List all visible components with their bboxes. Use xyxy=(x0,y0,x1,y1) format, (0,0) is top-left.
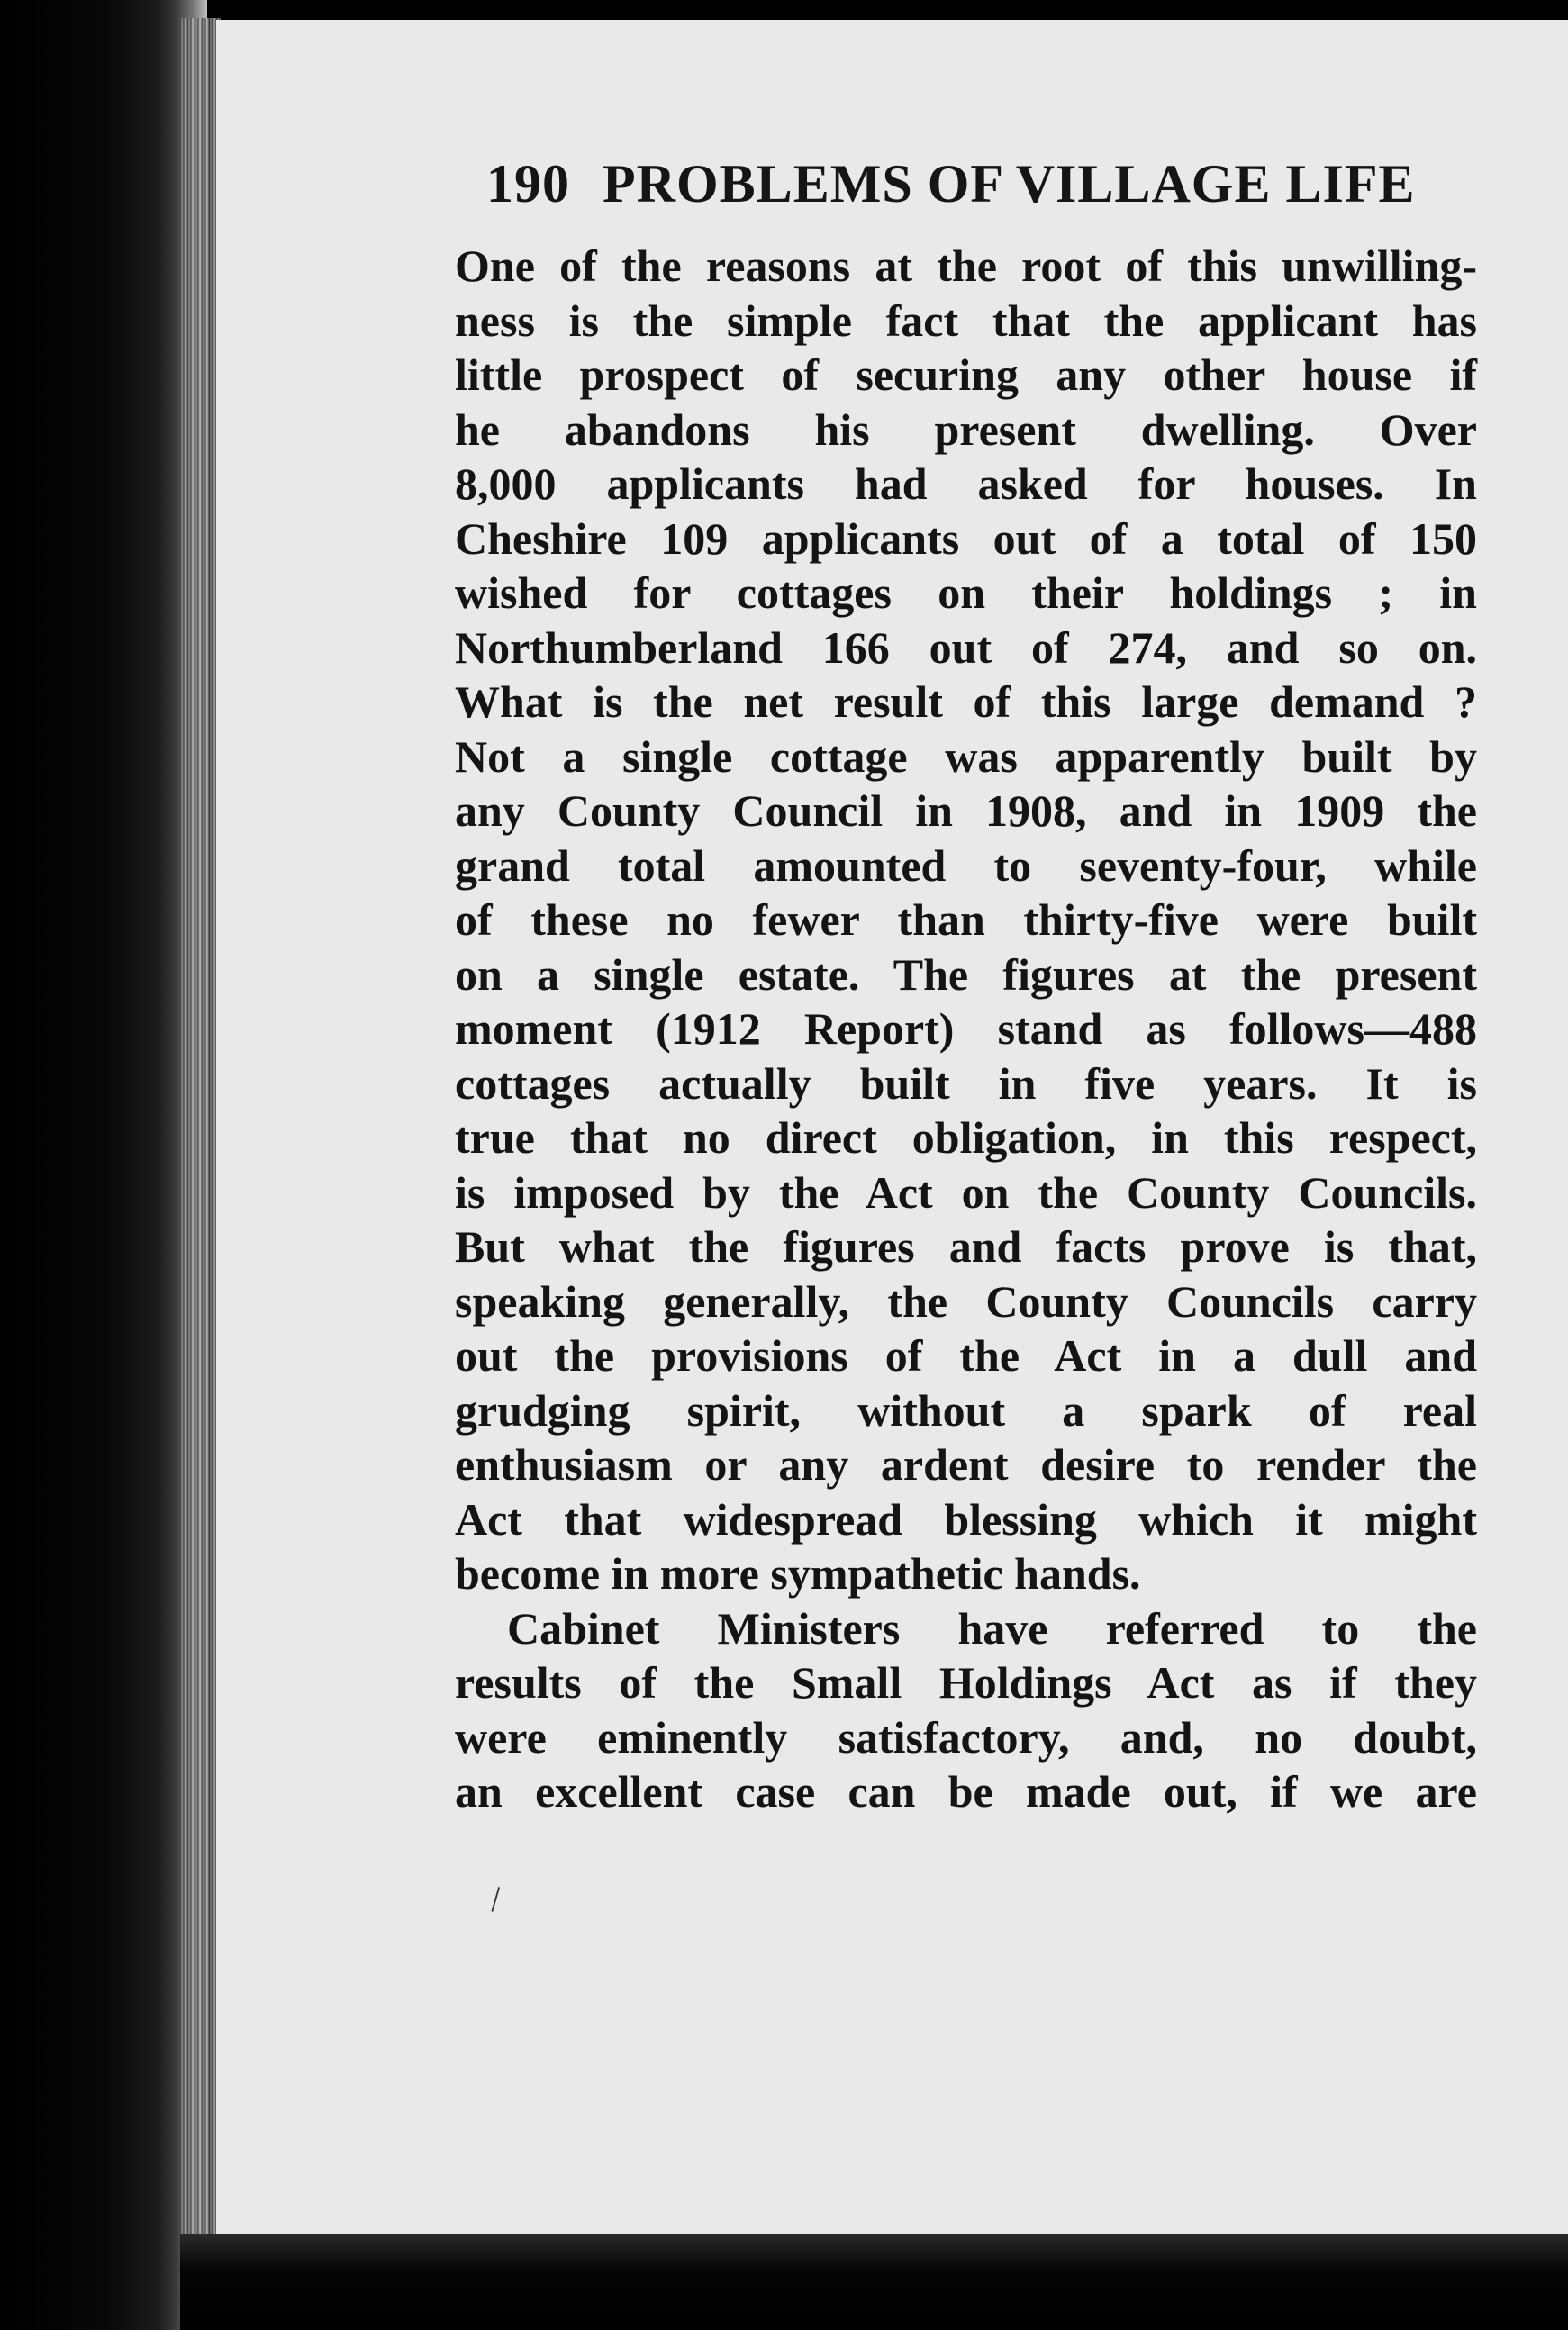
text-line: 8,000 applicants had asked for houses. In xyxy=(455,458,1477,509)
text-line: results of the Small Holdings Act as if they xyxy=(455,1657,1477,1708)
text-line: moment (1912 Report) stand as follows—488 xyxy=(455,1003,1477,1054)
text-line: is imposed by the Act on the County Councils. xyxy=(455,1166,1477,1218)
text-line: Act that widespread blessing which it might xyxy=(455,1493,1477,1545)
text-line: wished for cottages on their holdings ; in xyxy=(455,567,1477,618)
text-line: Cheshire 109 applicants out of a total of 150 xyxy=(455,512,1477,564)
text-line: little prospect of securing any other house if xyxy=(455,349,1477,400)
text-line: true that no direct obligation, in this respect, xyxy=(455,1112,1477,1163)
text-line: become in more sympathetic hands. xyxy=(455,1548,1141,1599)
text-line: But what the figures and facts prove is that, xyxy=(455,1221,1477,1272)
text-line: out the provisions of the Act in a dull and xyxy=(455,1330,1477,1381)
body-text xyxy=(455,239,1477,1819)
text-line: grudging spirit, without a spark of real xyxy=(455,1384,1477,1436)
text-line: were eminently satisfactory, and, no doubt, xyxy=(455,1711,1477,1763)
text-line: he abandons his present dwelling. Over xyxy=(455,403,1477,455)
text-line: What is the net result of this large demand ? xyxy=(455,676,1477,727)
text-line: an excellent case can be made out, if we are xyxy=(455,1766,1477,1817)
text-line: on a single estate. The figures at the present xyxy=(455,948,1477,1000)
text-line: any County Council in 1908, and in 1909 the xyxy=(455,785,1477,836)
page-edges xyxy=(180,18,221,2279)
book-spine-shadow xyxy=(0,0,207,2330)
stray-ink-mark: \ xyxy=(480,1879,512,1919)
text-line: of these no fewer than thirty-five were built xyxy=(455,894,1477,945)
text-line: Not a single cottage was apparently built by xyxy=(455,730,1477,782)
text-line: speaking generally, the County Councils carry xyxy=(455,1275,1477,1327)
text-line: Cabinet Ministers have referred to the xyxy=(507,1602,1477,1654)
text-line: cottages actually built in five years. It is xyxy=(455,1057,1477,1109)
page-number: 190 xyxy=(486,154,570,213)
text-line: grand total amounted to seventy-four, while xyxy=(455,839,1477,891)
bottom-shadow xyxy=(180,2234,1568,2330)
running-title: PROBLEMS OF VILLAGE LIFE xyxy=(603,154,1416,213)
text-line: ness is the simple fact that the applicant has xyxy=(455,295,1477,346)
text-line: Northumberland 166 out of 274, and so on. xyxy=(455,621,1477,673)
running-header xyxy=(486,153,1459,215)
text-line: One of the reasons at the root of this unwilling- xyxy=(455,240,1477,291)
text-line: enthusiasm or any ardent desire to render the xyxy=(455,1439,1477,1490)
